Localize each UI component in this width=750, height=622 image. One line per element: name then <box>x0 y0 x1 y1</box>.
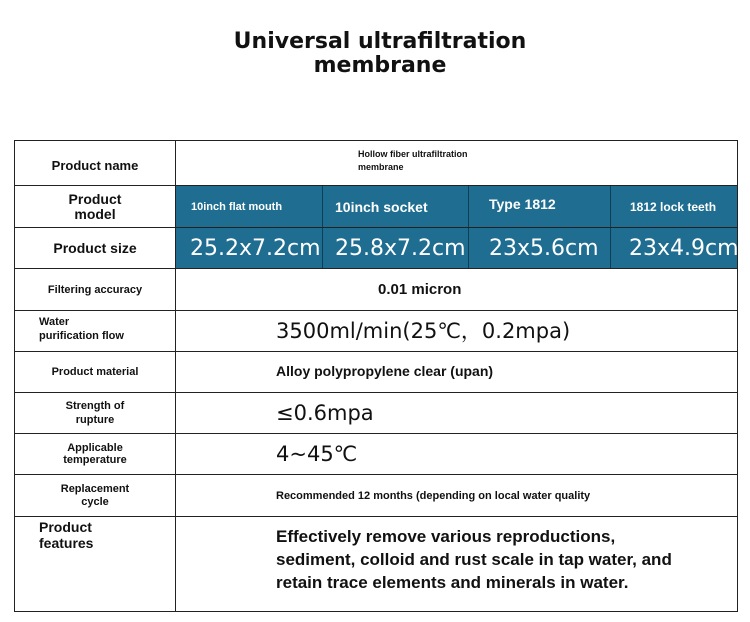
value-temperature: 4~45℃ <box>276 442 358 466</box>
label-water-flow <box>15 311 176 351</box>
label-product-model-line-2: model <box>74 205 116 222</box>
label-water-flow-line-2: purification flow <box>39 330 124 342</box>
label-strength-line-1: Strength of <box>65 400 125 412</box>
row-product-material <box>15 352 737 393</box>
row-water-flow <box>15 311 737 352</box>
size-cell-3: 23x5.6cm <box>469 228 611 268</box>
value-features-line-3: retain trace elements and minerals in water. <box>276 573 629 592</box>
model-cell-1: 10inch flat mouth <box>176 186 323 227</box>
row-features <box>15 517 737 611</box>
row-filtering-accuracy <box>15 269 737 311</box>
label-replacement <box>15 475 176 516</box>
label-features <box>15 517 176 611</box>
label-strength-line-2: rupture <box>75 414 115 426</box>
spec-table <box>14 140 738 612</box>
label-temperature-line-2: temperature <box>63 454 127 466</box>
model-cell-4: 1812 lock teeth <box>611 186 737 227</box>
size-cell-2: 25.8x7.2cm <box>323 228 469 268</box>
value-features-line-1: Effectively remove various reproductions, <box>276 527 616 546</box>
title-line-2: membrane <box>313 53 447 78</box>
page-title <box>185 30 575 90</box>
value-product-material: Alloy polypropylene clear (upan) <box>276 363 494 379</box>
value-replacement: Recommended 12 months (depending on local water quality <box>276 489 591 502</box>
label-water-flow-line-1: Water <box>39 316 70 328</box>
label-replacement-line-1: Replacement <box>60 482 130 495</box>
value-filtering-accuracy: 0.01 micron <box>378 281 462 298</box>
row-product-size <box>15 228 737 269</box>
value-features <box>176 517 737 611</box>
row-replacement <box>15 475 737 517</box>
label-features-line-2: features <box>39 535 94 551</box>
value-strength: ≤0.6mpa <box>276 401 374 425</box>
value-product-name-line-1: Hollow fiber ultrafiltration <box>358 149 468 159</box>
label-temperature <box>15 434 176 474</box>
model-cell-2: 10inch socket <box>323 186 469 227</box>
label-strength <box>15 393 176 433</box>
size-cell-1: 25.2x7.2cm <box>176 228 323 268</box>
title-line-1: Universal ultrafiltration <box>233 29 527 54</box>
value-product-name <box>176 137 737 185</box>
label-product-material: Product material <box>15 352 176 392</box>
model-cell-3: Type 1812 <box>469 186 611 227</box>
label-features-line-1: Product <box>39 519 92 535</box>
row-product-name <box>15 141 737 186</box>
value-product-name-line-2: membrane <box>358 162 404 172</box>
label-filtering-accuracy: Filtering accuracy <box>15 269 176 310</box>
row-temperature <box>15 434 737 475</box>
label-product-model-line-1: Product <box>68 190 122 207</box>
value-water-flow: 3500ml/min(25℃，0.2mpa) <box>276 319 571 343</box>
label-temperature-line-1: Applicable <box>67 442 123 454</box>
label-product-name: Product name <box>15 141 176 185</box>
label-replacement-line-2: cycle <box>81 495 109 508</box>
size-cell-4: 23x4.9cm <box>611 228 737 268</box>
row-strength <box>15 393 737 434</box>
row-product-model <box>15 186 737 228</box>
label-product-size: Product size <box>15 228 176 268</box>
label-product-model <box>15 186 176 227</box>
value-features-line-2: sediment, colloid and rust scale in tap water, and <box>276 550 672 569</box>
